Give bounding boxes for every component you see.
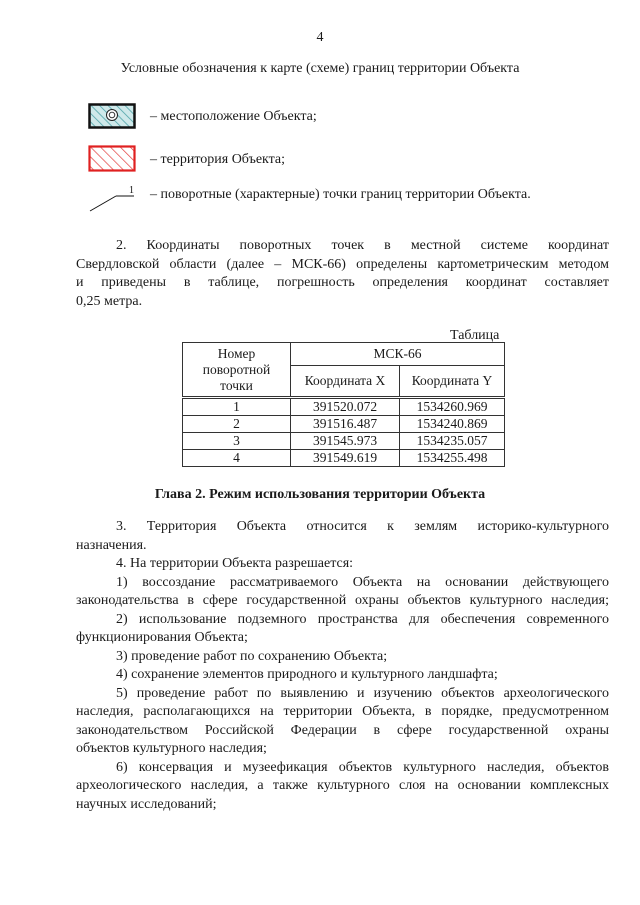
paragraph-line: и приведены в таблице, погрешность определения координат составляет [76, 275, 609, 290]
paragraph-line: законодательством Российской Федерации в сфере государственной охраны [76, 722, 609, 738]
header-coordinate-y: Координата Y [400, 366, 505, 398]
paragraph-line: археологического наследия, а также культурного слоя на основании комплексных [76, 778, 609, 793]
paragraph-line: 3) проведение работ по сохранению Объекта; [116, 648, 388, 664]
coordinate-x-cell: 391549.619 [291, 450, 400, 467]
paragraph-line: 2. Координаты поворотных точек в местной системе координат [116, 238, 609, 253]
legend-item-territory [88, 145, 608, 175]
turning-point-label: 1 [129, 185, 134, 196]
chapter-title: Глава 2. Режим использования территории Объекта [154, 487, 486, 502]
location-symbol-icon [88, 103, 136, 129]
legend-item-turning-points [88, 184, 608, 214]
coordinate-y-cell: 1534260.969 [400, 398, 505, 416]
table-row [183, 450, 505, 467]
paragraph-line: законодательства в сфере государственной охраны объектов культурного наследия; [76, 593, 609, 608]
table-row [183, 433, 505, 450]
coordinate-x-cell: 391520.072 [291, 398, 400, 416]
paragraph-line: 4) сохранение элементов природного и культурного ландшафта; [116, 667, 498, 682]
paragraph-line: 3. Территория Объекта относится к землям историко-культурного [116, 519, 609, 534]
coordinate-y-cell: 1534255.498 [400, 450, 505, 467]
header-coordinate-x: Координата X [291, 366, 400, 398]
paragraph-line: 4. На территории Объекта разрешается: [116, 556, 354, 571]
paragraph-line: функционирования Объекта; [76, 630, 248, 645]
legend-location-text: – местоположение Объекта; [150, 109, 317, 124]
coordinate-y-cell: 1534240.869 [400, 416, 505, 433]
paragraph-line: назначения. [76, 537, 147, 553]
paragraph-line: наследия, располагающихся на территории Объекта, в порядке, предусмотренном [76, 704, 609, 719]
territory-symbol-icon [88, 145, 136, 172]
paragraph-line: 6) консервация и музеефикация объектов культурного наследия, объектов [116, 759, 609, 775]
point-number-cell: 3 [183, 433, 291, 450]
coordinates-table [182, 342, 505, 467]
body-text [76, 518, 609, 814]
paragraph-line: объектов культурного наследия; [76, 741, 267, 756]
paragraph-line: 1) воссоздание рассматриваемого Объекта на основании действующего [116, 574, 609, 590]
paragraph-line: 2) использование подземного пространства для обеспечения современного [116, 611, 609, 627]
legend-title: Условные обозначения к карте (схеме) границ территории Объекта [120, 61, 520, 76]
table-row [183, 416, 505, 433]
coordinate-x-cell: 391545.973 [291, 433, 400, 450]
paragraph-line: 5) проведение работ по выявлению и изучению объектов археологического [116, 685, 609, 701]
coordinate-x-cell: 391516.487 [291, 416, 400, 433]
turning-point-symbol-icon [88, 184, 140, 214]
page-number: 4 [316, 30, 324, 45]
paragraph-line: научных исследований; [76, 796, 217, 812]
header-coordinate-system: МСК-66 [291, 343, 505, 366]
legend-turning-points-text: – поворотные (характерные) точки границ территории Объекта. [150, 187, 531, 202]
paragraph-line: 0,25 метра. [76, 293, 143, 309]
table-row [183, 398, 505, 416]
table-caption: Таблица [450, 328, 500, 343]
point-number-cell: 4 [183, 450, 291, 467]
legend-territory-text: – территория Объекта; [150, 152, 286, 167]
coordinate-y-cell: 1534235.057 [400, 433, 505, 450]
point-number-cell: 1 [183, 398, 291, 416]
header-point-number: Номер поворотной точки [183, 343, 291, 398]
legend-item-location [88, 103, 608, 133]
point-number-cell: 2 [183, 416, 291, 433]
section-2-paragraph [76, 237, 609, 311]
paragraph-line: Свердловской области (далее – МСК-66) определены картометрическим методом [76, 256, 609, 272]
